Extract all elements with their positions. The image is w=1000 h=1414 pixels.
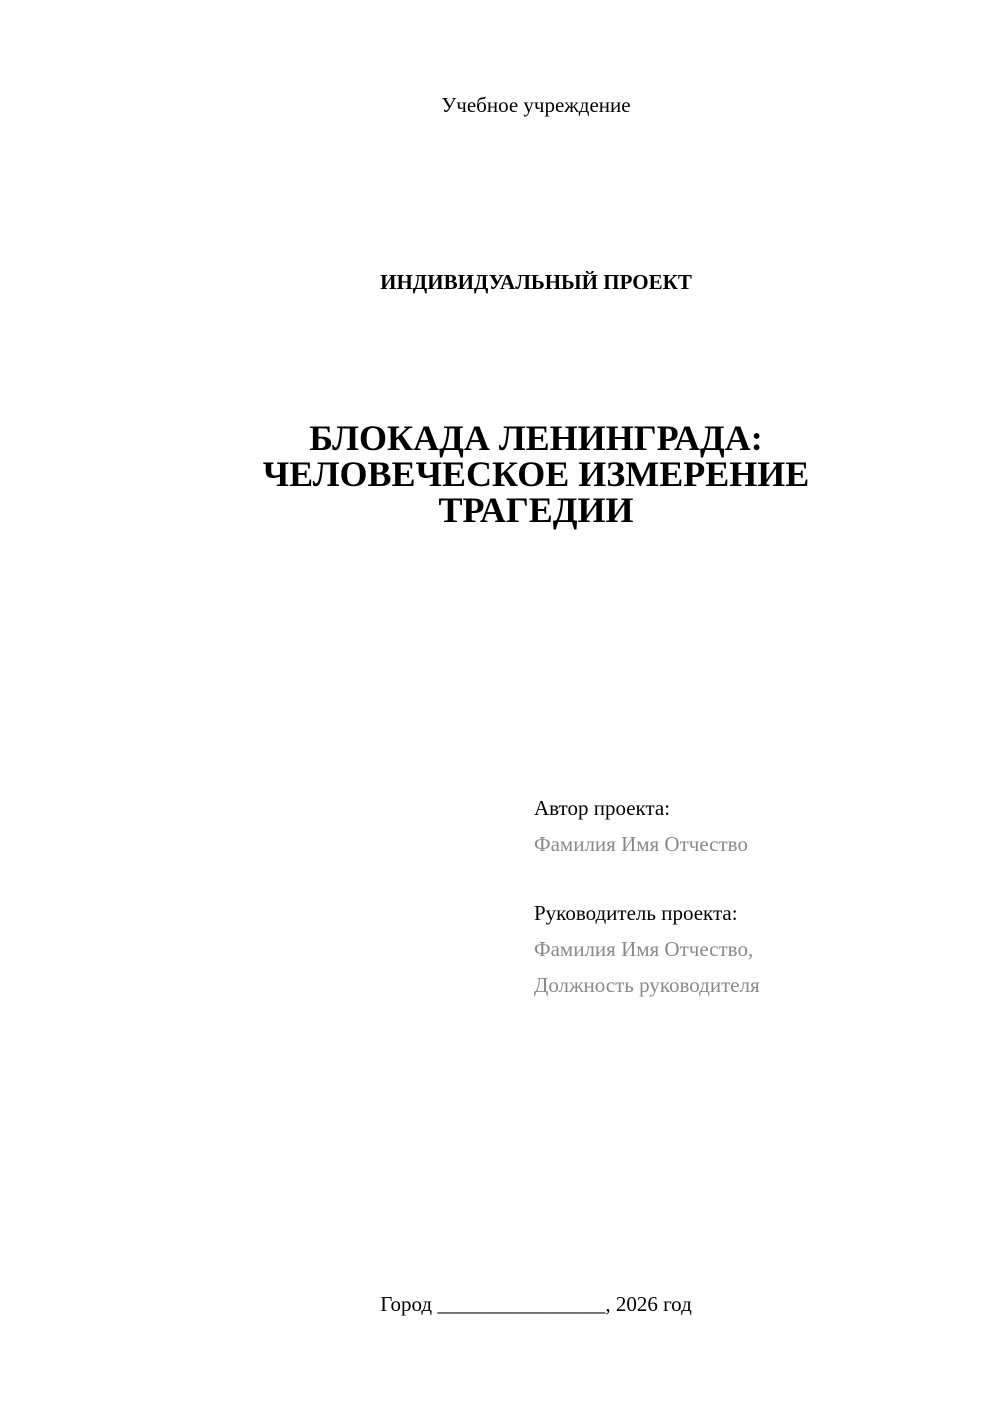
author-name: Фамилия Имя Отчество xyxy=(534,832,748,856)
supervisor-position: Должность руководителя xyxy=(534,973,760,997)
project-title xyxy=(0,420,1000,528)
author-label: Автор проекта: xyxy=(534,796,671,820)
signature-spacer xyxy=(534,862,974,895)
supervisor-name: Фамилия Имя Отчество, xyxy=(534,937,754,961)
signature-block xyxy=(534,790,974,1003)
city-year-footer: Город ________________, 2026 год xyxy=(380,1292,692,1316)
project-title-line-2: ЧЕЛОВЕЧЕСКОЕ ИЗМЕРЕНИЕ xyxy=(262,454,810,494)
project-title-line-1: БЛОКАДА ЛЕНИНГРАДА: xyxy=(309,418,763,458)
project-type-heading: ИНДИВИДУАЛЬНЫЙ ПРОЕКТ xyxy=(380,270,692,294)
supervisor-label: Руководитель проекта: xyxy=(534,901,738,925)
project-title-line-3: ТРАГЕДИИ xyxy=(438,490,634,530)
institution-name: Учебное учреждение xyxy=(441,93,631,117)
